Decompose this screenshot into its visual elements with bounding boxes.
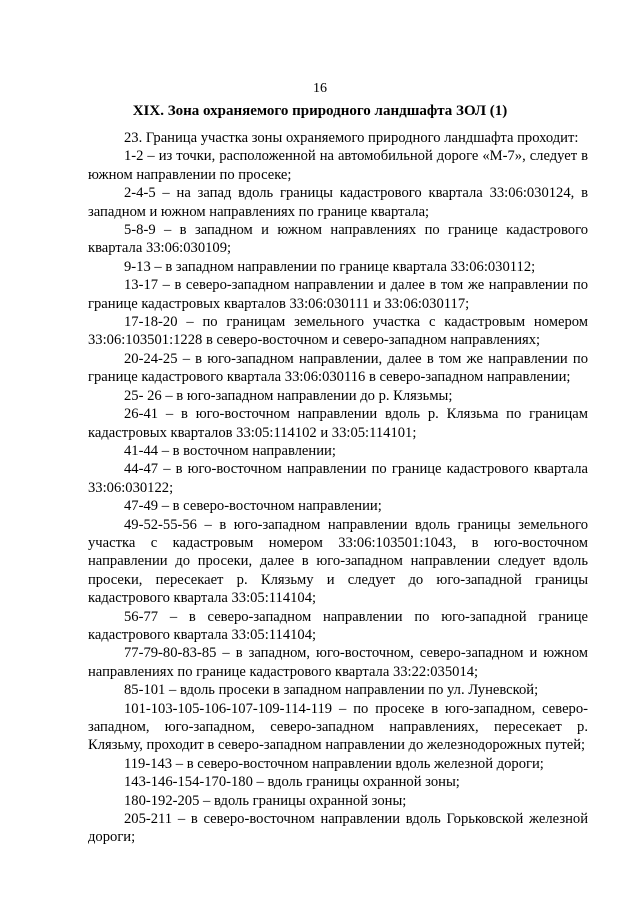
paragraph-segment: 2-4-5 – на запад вдоль границы кадастрового квартала 33:06:030124, в западном и южном направлениях по границе квартала;	[88, 185, 588, 220]
page-number: 16	[313, 81, 327, 96]
paragraph-segment: 26-41 – в юго-восточном направлении вдоль р. Клязьма по границам кадастровых кварталов 33:05:114102 и 33:05:114101;	[88, 406, 588, 441]
paragraph-intro: 23. Граница участка зоны охраняемого природного ландшафта проходит:	[124, 130, 579, 146]
paragraph-segment: 143-146-154-170-180 – вдоль границы охранной зоны;	[124, 774, 460, 791]
paragraph-segment: 205-211 – в северо-восточном направлении вдоль Горьковской железной дороги;	[88, 811, 588, 846]
paragraph-segment: 41-44 – в восточном направлении;	[124, 442, 336, 459]
paragraph-segment: 119-143 – в северо-восточном направлении вдоль железной дороги;	[124, 755, 544, 772]
paragraph-segment: 56-77 – в северо-западном направлении по юго-западной границе кадастрового квартала 33:05:114104;	[88, 608, 588, 643]
paragraph-segment: 13-17 – в северо-западном направлении и далее в том же направлении по границе кадастровых кварталов 33:06:030111 и 33:06:030117;	[88, 277, 588, 312]
paragraph-segment: 49-52-55-56 – в юго-западном направлении вдоль границы земельного участка с кадастровым номером 33:06:103501:1043, в юго-восточном направлении до просеки, далее в юго-западном направлении следует вдоль просеки, пересекает р. Клязьму и следует до юго-западной границы кадастрового квартала 33:05:114104;	[88, 516, 588, 607]
section-title: XIX. Зона охраняемого природного ландшафта ЗОЛ (1)	[132, 103, 508, 119]
paragraph-segment: 1-2 – из точки, расположенной на автомобильной дороге «М-7», следует в южном направлении по просеке;	[88, 148, 588, 183]
paragraph-segment: 77-79-80-83-85 – в западном, юго-восточном, северо-западном и южном направлениях по границе кадастрового квартала 33:22:035014;	[88, 645, 588, 680]
paragraph-segment: 85-101 – вдоль просеки в западном направлении по ул. Луневской;	[124, 682, 539, 699]
paragraph-segment: 101-103-105-106-107-109-114-119 – по просеке в юго-западном, северо-западном, юго-западном, северо-западном направлениях, пересекает р. Клязьму, проходит в северо-западном направлении до железнодорожных путей;	[88, 700, 588, 754]
paragraph-segment: 9-13 – в западном направлении по границе квартала 33:06:030112;	[124, 258, 536, 275]
paragraph-segment: 47-49 – в северо-восточном направлении;	[124, 498, 382, 515]
body-text	[88, 129, 588, 847]
paragraph-segment: 17-18-20 – по границам земельного участка с кадастровым номером 33:06:103501:1228 в северо-восточном и северо-западном направлениях;	[88, 314, 588, 349]
paragraph-segment: 44-47 – в юго-восточном направлении по границе кадастрового квартала 33:06:030122;	[88, 461, 588, 496]
paragraph-segment: 25- 26 – в юго-западном направлении до р. Клязьмы;	[124, 387, 453, 404]
paragraph-segment: 20-24-25 – в юго-западном направлении, далее в том же направлении по границе кадастрового квартала 33:06:030116 в северо-западном направлении;	[88, 350, 588, 386]
paragraph-segment: 180-192-205 – вдоль границы охранной зоны;	[124, 792, 407, 809]
paragraph-segment: 5-8-9 – в западном и южном направлениях по границе кадастрового квартала 33:06:030109;	[88, 222, 588, 257]
